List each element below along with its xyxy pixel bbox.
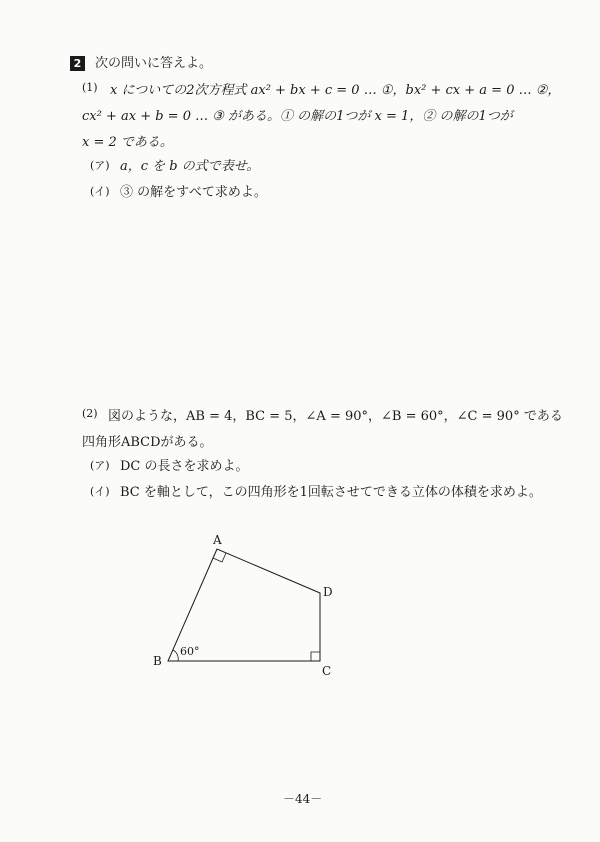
q2-label: (2) [82,407,98,420]
q2-sub-i-label: (イ) [90,485,110,498]
page-number: －44－ [283,792,323,806]
problem-number-badge: 2 [70,56,85,71]
q2-sub-i-text: BC を軸として，この四角形を1回転させてできる立体の体積を求めよ。 [120,485,542,500]
angle-label-b: 60° [180,645,200,658]
q2-sub-a-text: DC の長さを求めよ。 [120,459,249,474]
q1-sub-i-text: ③ の解をすべて求めよ。 [120,185,267,200]
q1-sub-i-label: (イ) [90,185,110,198]
vertex-label-d: D [323,585,333,599]
q1-line2: cx² + ax + b = 0 … ③ がある。① の解の1つが x = 1，② の解の1つが [82,109,513,124]
q1-line3: x = 2 である。 [82,135,173,150]
q1-line1: x についての2次方程式 ax² + bx + c = 0 … ①，bx² + cx + a = 0 … ②， [110,83,561,98]
q2-line2: 四角形ABCDがある。 [82,435,213,450]
vertex-label-c: C [322,664,332,678]
q2-sub-a-label: (ア) [90,459,110,472]
angle-arc-b [173,650,178,661]
vertex-label-a: A [213,533,222,547]
q1-sub-a-label: (ア) [90,159,110,172]
q1-sub-a-text: a，c を b の式で表せ。 [120,159,260,174]
vertex-label-b: B [153,654,162,668]
right-angle-mark-c [311,652,320,661]
q1-label: (1) [82,81,98,94]
q2-line1: 図のような，AB = 4，BC = 5，∠A = 90°，∠B = 60°，∠C = 90° である [108,409,563,424]
problem-heading-text: 次の問いに答えよ。 [95,56,213,71]
